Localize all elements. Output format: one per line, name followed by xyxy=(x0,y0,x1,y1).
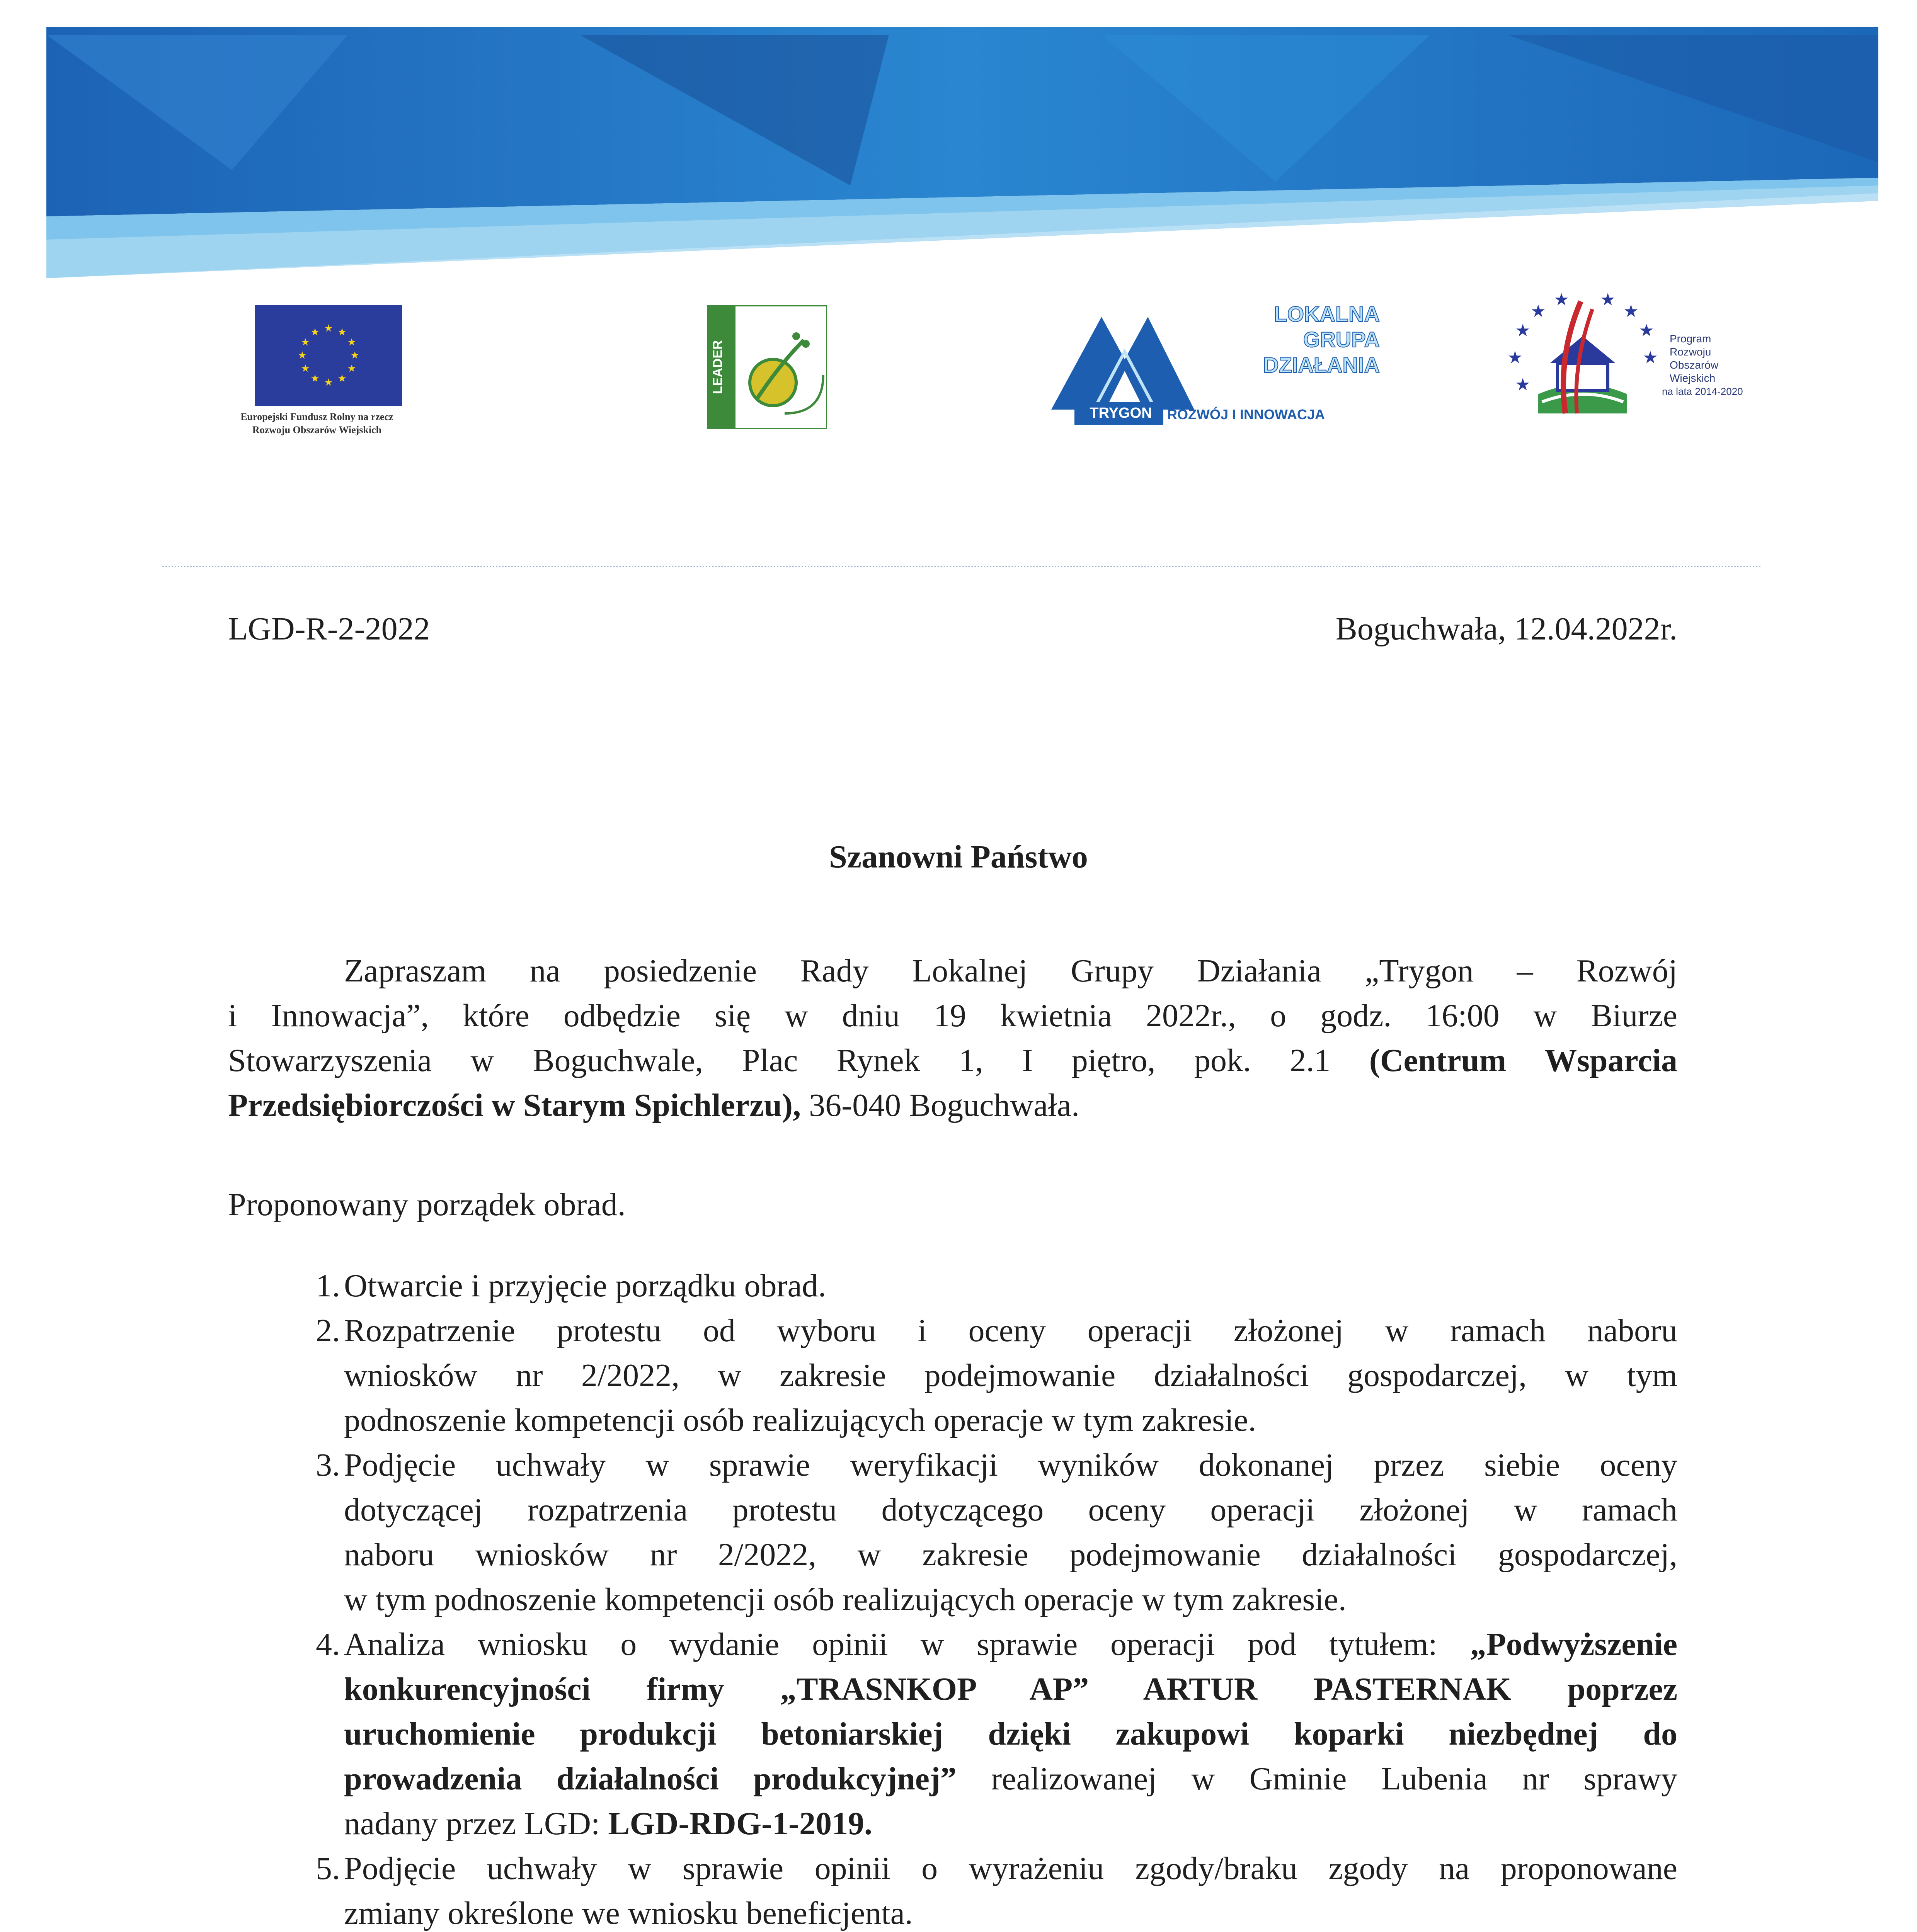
agenda-item-line xyxy=(344,1622,1677,1667)
lgd-logo-line: GRUPA xyxy=(1303,327,1380,352)
prow-logo xyxy=(1500,286,1755,433)
header-divider xyxy=(162,566,1762,567)
svg-text:★: ★ xyxy=(337,373,347,384)
lgd-logo-tag-trygon: TRYGON xyxy=(1090,405,1152,421)
agenda-item-line xyxy=(344,1667,1677,1712)
agenda-heading: Proponowany porządek obrad. xyxy=(228,1187,626,1223)
agenda-text: Analiza wniosku o wydanie opinii w sprawie operacji pod tytułem: xyxy=(344,1626,1437,1662)
intro-line: Zapraszam na posiedzenie Rady Lokalnej Grupy Działania „Trygon – Rozwój xyxy=(344,953,1677,989)
agenda-item-line: Podjęcie uchwały w sprawie weryfikacji wyników dokonanej przez siebie oceny xyxy=(344,1447,1677,1483)
lgd-logo-title xyxy=(1233,301,1380,378)
agenda-item-line: Otwarcie i przyjęcie porządku obrad. xyxy=(344,1268,826,1304)
intro-line xyxy=(228,1038,1677,1083)
agenda-bold-text: LGD-RDG-1-2019. xyxy=(608,1806,872,1842)
salutation: Szanowni Państwo xyxy=(829,839,1088,875)
prow-caption xyxy=(1662,332,1755,398)
agenda-item-line xyxy=(344,1712,1677,1757)
agenda-item-line xyxy=(344,1757,1677,1801)
eu-caption-line: Europejski Fundusz Rolny na rzecz xyxy=(240,411,393,422)
agenda-text: nadany przez LGD: xyxy=(344,1806,600,1842)
agenda-bold-text: konkurencyjności firmy „TRASNKOP AP” ARTUR PASTERNAK poprzez xyxy=(344,1671,1677,1707)
leader-logo xyxy=(707,305,827,429)
agenda-item-line: wniosków nr 2/2022, w zakresie podejmowanie działalności gospodarczej, w tym xyxy=(344,1357,1677,1393)
lgd-logo-line: DZIAŁANIA xyxy=(1263,353,1380,377)
svg-text:★: ★ xyxy=(1554,290,1569,310)
svg-text:★: ★ xyxy=(337,327,347,338)
lgd-logo-tag-rozwoj: ROZWÓJ I INNOWACJA xyxy=(1167,406,1325,422)
intro-bold-text: Przedsiębiorczości w Starym Spichlerzu), xyxy=(228,1087,801,1123)
agenda-item-line: zmiany określone we wniosku beneficjenta. xyxy=(344,1895,913,1931)
svg-text:★: ★ xyxy=(298,350,307,361)
intro-text: 36-040 Boguchwała. xyxy=(809,1087,1079,1123)
intro-line xyxy=(228,1083,1677,1128)
prow-caption-line: Wiejskich xyxy=(1670,372,1716,384)
eu-caption-line: Rozwoju Obszarów Wiejskich xyxy=(252,424,382,435)
agenda-item-line xyxy=(344,1801,1677,1846)
svg-text:★: ★ xyxy=(324,323,333,334)
svg-text:★: ★ xyxy=(301,363,310,374)
svg-text:★: ★ xyxy=(310,327,320,338)
prow-emblem-icon xyxy=(1500,286,1666,433)
svg-text:★: ★ xyxy=(301,337,310,348)
svg-text:★: ★ xyxy=(350,350,359,361)
svg-text:★: ★ xyxy=(1643,348,1658,367)
place-and-date: Boguchwała, 12.04.2022r. xyxy=(1335,611,1677,647)
svg-text:★: ★ xyxy=(1507,348,1523,367)
eu-flag-icon xyxy=(255,305,402,406)
agenda-number: 1. xyxy=(316,1268,340,1304)
agenda-item-line: Podjęcie uchwały w sprawie opinii o wyrażeniu zgody/braku zgody na proponowane xyxy=(344,1850,1677,1886)
agenda-item-line: dotyczącej rozpatrzenia protestu dotyczącego oceny operacji złożonej w ramach xyxy=(344,1492,1677,1528)
agenda-number: 5. xyxy=(316,1850,340,1886)
eu-caption xyxy=(216,410,417,437)
intro-line: i Innowacja”, które odbędzie się w dniu 19 kwietnia 2022r., o godz. 16:00 w Biurze xyxy=(228,998,1677,1034)
eu-flag-logo xyxy=(216,305,417,444)
svg-text:★: ★ xyxy=(1515,321,1531,340)
svg-text:★: ★ xyxy=(347,363,356,374)
svg-text:★: ★ xyxy=(1531,301,1546,321)
lgd-logo-line: LOKALNA xyxy=(1274,302,1380,326)
agenda-number: 4. xyxy=(316,1626,340,1662)
agenda-number: 2. xyxy=(316,1313,340,1349)
leader-label: LEADER xyxy=(710,340,725,394)
intro-text: Stowarzyszenia w Boguchwale, Plac Rynek 1, I piętro, pok. 2.1 xyxy=(228,1043,1331,1078)
header-band xyxy=(0,0,1917,294)
svg-text:★: ★ xyxy=(1639,321,1654,340)
lgd-trygon-logo xyxy=(1051,294,1391,433)
intro-bold-text: (Centrum Wsparcia xyxy=(1369,1043,1677,1078)
agenda-item-line: naboru wniosków nr 2/2022, w zakresie podejmowanie działalności gospodarczej, xyxy=(344,1537,1677,1573)
agenda-bold-text: uruchomienie produkcji betoniarskiej dzięki zakupowi koparki niezbędnej do xyxy=(344,1716,1677,1752)
svg-text:★: ★ xyxy=(324,377,333,388)
prow-caption-line: Obszarów xyxy=(1670,359,1719,371)
agenda-number: 3. xyxy=(316,1447,340,1483)
document-reference: LGD-R-2-2022 xyxy=(228,611,430,647)
prow-caption-line: na lata 2014-2020 xyxy=(1662,386,1743,397)
agenda-bold-text: prowadzenia działalności produkcyjnej” xyxy=(344,1761,957,1797)
svg-text:★: ★ xyxy=(347,337,356,348)
agenda-bold-text: „Podwyższenie xyxy=(1470,1626,1678,1662)
agenda-item-line: podnoszenie kompetencji osób realizujących operacje w tym zakresie. xyxy=(344,1402,1256,1438)
agenda-text: realizowanej w Gminie Lubenia nr sprawy xyxy=(991,1761,1677,1797)
svg-text:★: ★ xyxy=(1515,375,1531,395)
agenda-item-line: w tym podnoszenie kompetencji osób realizujących operacje w tym zakresie. xyxy=(344,1582,1347,1617)
svg-text:★: ★ xyxy=(1600,290,1616,310)
svg-text:★: ★ xyxy=(1623,301,1639,321)
agenda-item-line: Rozpatrzenie protestu od wyboru i oceny operacji złożonej w ramach naboru xyxy=(344,1313,1677,1349)
prow-caption-line: Program xyxy=(1670,333,1711,345)
prow-caption-line: Rozwoju xyxy=(1670,346,1711,358)
svg-text:★: ★ xyxy=(310,373,320,384)
